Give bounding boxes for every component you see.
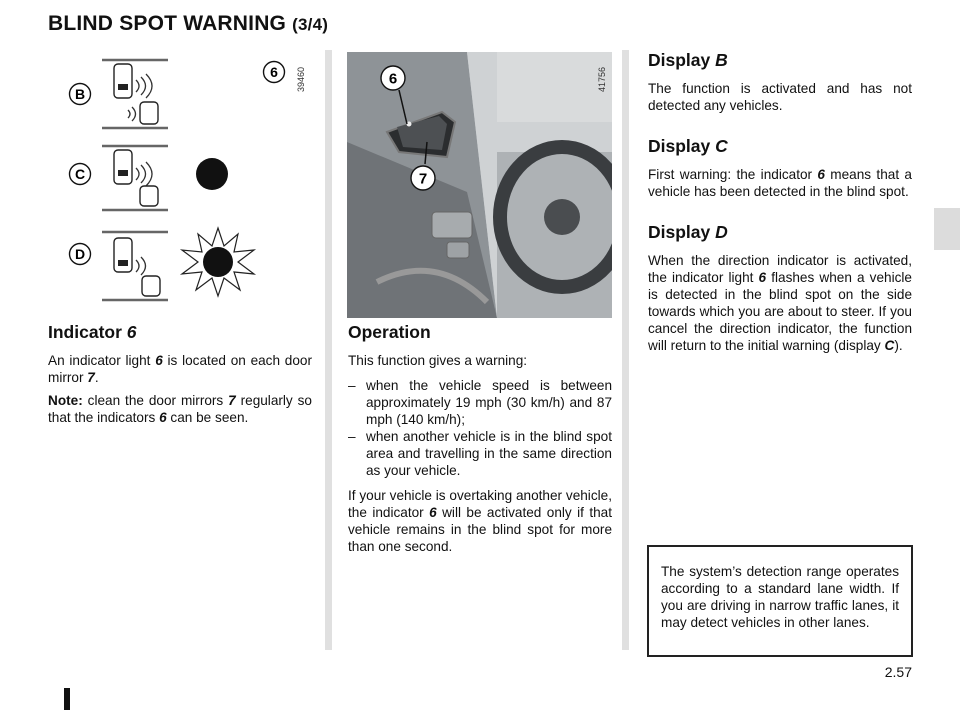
section-operation [348, 322, 612, 555]
display-b-diagram [102, 60, 168, 128]
label-d-badge [68, 242, 92, 271]
callout-6-badge [262, 60, 286, 89]
label-b-badge [68, 82, 92, 111]
operation-conditions-list [348, 377, 612, 479]
section-indicator [48, 322, 312, 426]
page-title [48, 12, 328, 36]
column-divider-right [622, 50, 629, 650]
svg-text:B: B [74, 86, 86, 102]
svg-text:D: D [74, 246, 86, 262]
operation-overtaking-paragraph: If your vehicle is overtaking another vehicle, the indicator 6 will be activated only if that vehicle remains in the blind spot for more than one second. [348, 488, 612, 554]
page-number: 2.57 [884, 664, 912, 680]
list-item: – when the vehicle speed is between approximately 19 mph (30 km/h) and 87 mph (140 km/h); [348, 378, 612, 427]
photo-ref-number: 41756 [597, 66, 607, 92]
chapter-tab [934, 208, 960, 250]
list-item: – when another vehicle is in the blind spot area and travelling in the same direction as your vehicle. [348, 429, 612, 478]
operation-heading: Operation [348, 322, 431, 342]
display-d-diagram [102, 228, 254, 300]
display-d-text: When the direction indicator is activated, the indicator light 6 flashes when a vehicle is detected in the blind spot on the side towards which you are about to steer. If you cancel the direction indicator, the function will return to the initial warning (display C). [648, 253, 912, 353]
figure-door-mirror-photo [347, 52, 612, 318]
callout-leader-lines [347, 52, 612, 318]
page-title-suffix: (3/4) [292, 15, 329, 34]
display-c-text: First warning: the indicator 6 means that a vehicle has been detected in the blind spot. [648, 167, 912, 199]
detection-range-note-box [647, 545, 913, 657]
indicator-flashing-icon [203, 247, 233, 277]
display-b-heading: Display B [648, 50, 728, 70]
figure-blind-spot-displays [50, 50, 320, 310]
indicator-paragraph: An indicator light 6 is located on each door mirror 7. [48, 353, 313, 385]
display-c-heading: Display C [648, 136, 728, 156]
svg-text:C: C [74, 166, 86, 182]
display-c-diagram [102, 146, 228, 210]
indicator-solid-icon [196, 158, 228, 190]
detection-range-note-text: The system’s detection range operates according to a standard lane width. If you are driving in narrow traffic lanes, it may detect vehicles in other lanes. [661, 564, 899, 630]
indicator-heading: Indicator 6 [48, 322, 137, 342]
figure-ref-number: 39460 [296, 66, 306, 92]
display-b-text: The function is activated and has not detected any vehicles. [648, 81, 912, 113]
display-d-heading: Display D [648, 222, 728, 242]
svg-text:7: 7 [418, 170, 428, 188]
page-title-text: BLIND SPOT WARNING [48, 12, 287, 35]
section-displays [648, 50, 912, 354]
label-c-badge [68, 162, 92, 191]
svg-text:6: 6 [270, 64, 278, 80]
operation-intro: This function gives a warning: [348, 353, 528, 368]
corner-crop-mark [64, 688, 70, 710]
column-divider-left [325, 50, 332, 650]
indicator-note: Note: clean the door mirrors 7 regularly so that the indicators 6 can be seen. [48, 393, 312, 425]
svg-text:6: 6 [388, 70, 398, 88]
